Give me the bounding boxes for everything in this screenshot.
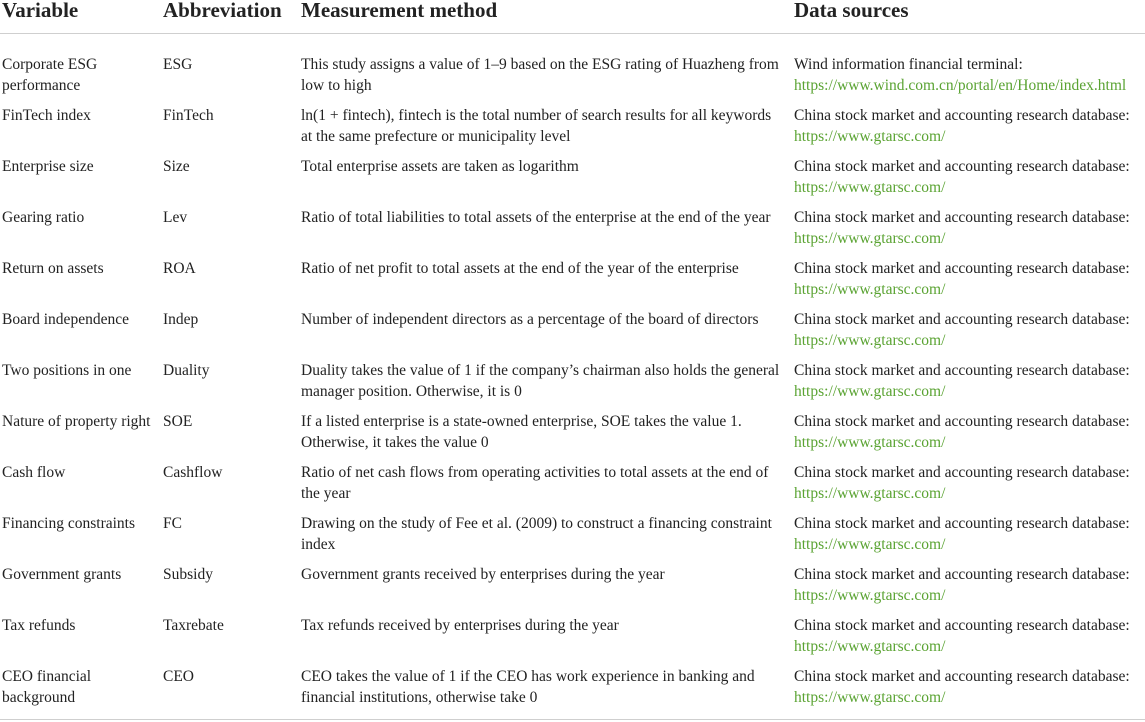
cell-variable: Tax refunds — [2, 617, 76, 634]
data-source-text: China stock market and accounting research database: — [794, 515, 1130, 532]
data-source-text: China stock market and accounting research database: — [794, 107, 1130, 124]
cell-abbreviation: Lev — [163, 209, 188, 226]
cell-measurement-method: Total enterprise assets are taken as logarithm — [301, 158, 579, 175]
data-source-text: China stock market and accounting research database: — [794, 362, 1130, 379]
cell-variable: Enterprise size — [2, 158, 94, 175]
cell-variable: FinTech index — [2, 107, 91, 124]
cell-abbreviation: Taxrebate — [163, 617, 224, 634]
data-source-text: China stock market and accounting research database: — [794, 158, 1130, 175]
cell-variable: Financing constraints — [2, 515, 136, 532]
cell-data-source — [794, 564, 1145, 615]
data-source-text: China stock market and accounting research database: — [794, 617, 1130, 634]
data-source-link[interactable]: https://www.gtarsc.com/ — [794, 383, 946, 400]
cell-data-source — [794, 360, 1145, 411]
data-source-link[interactable]: https://www.gtarsc.com/ — [794, 179, 946, 196]
data-source-link[interactable]: https://www.gtarsc.com/ — [794, 536, 946, 553]
data-source-link[interactable]: https://www.gtarsc.com/ — [794, 638, 946, 655]
cell-variable: Gearing ratio — [2, 209, 85, 226]
data-source-link[interactable]: https://www.gtarsc.com/ — [794, 332, 946, 349]
table-row — [0, 411, 1145, 462]
table-header — [0, 0, 1145, 34]
cell-abbreviation: Cashflow — [163, 464, 223, 481]
data-source-link[interactable]: https://www.gtarsc.com/ — [794, 689, 946, 706]
table-row — [0, 462, 1145, 513]
data-source-text: China stock market and accounting research database: — [794, 260, 1130, 277]
cell-abbreviation: ESG — [163, 56, 193, 73]
cell-variable: CEO financial background — [2, 668, 92, 706]
table-row — [0, 309, 1145, 360]
cell-data-source — [794, 666, 1145, 717]
cell-measurement-method: CEO takes the value of 1 if the CEO has work experience in banking and financial institutions, otherwise take 0 — [301, 668, 755, 706]
table-row — [0, 156, 1145, 207]
cell-variable: Government grants — [2, 566, 122, 583]
data-source-link[interactable]: https://www.gtarsc.com/ — [794, 281, 946, 298]
cell-measurement-method: Number of independent directors as a percentage of the board of directors — [301, 311, 759, 328]
table-row — [0, 105, 1145, 156]
cell-data-source — [794, 411, 1145, 462]
header-variable: Variable — [2, 0, 79, 22]
data-source-text: China stock market and accounting research database: — [794, 464, 1130, 481]
table-row — [0, 666, 1145, 717]
table-body — [0, 54, 1145, 717]
data-source-link[interactable]: https://www.gtarsc.com/ — [794, 587, 946, 604]
table-row — [0, 207, 1145, 258]
cell-abbreviation: Subsidy — [163, 566, 213, 583]
cell-abbreviation: Duality — [163, 362, 210, 379]
data-source-link[interactable]: https://www.gtarsc.com/ — [794, 128, 946, 145]
table-row — [0, 360, 1145, 411]
table-bottom-rule — [0, 719, 1145, 720]
data-source-link[interactable]: https://www.gtarsc.com/ — [794, 434, 946, 451]
cell-variable: Board independence — [2, 311, 129, 328]
cell-data-source — [794, 258, 1145, 309]
data-source-link[interactable]: https://www.wind.com.cn/portal/en/Home/index.html — [794, 77, 1127, 94]
header-measurement-method: Measurement method — [301, 0, 498, 22]
data-source-text: China stock market and accounting research database: — [794, 209, 1130, 226]
cell-data-source — [794, 156, 1145, 207]
data-source-text: China stock market and accounting research database: — [794, 311, 1130, 328]
cell-data-source — [794, 615, 1145, 666]
data-source-text: China stock market and accounting research database: — [794, 413, 1130, 430]
cell-data-source — [794, 54, 1145, 105]
cell-measurement-method: Tax refunds received by enterprises during the year — [301, 617, 619, 634]
cell-abbreviation: ROA — [163, 260, 196, 277]
cell-variable: Corporate ESG performance — [2, 56, 98, 94]
cell-measurement-method: Ratio of net profit to total assets at the end of the year of the enterprise — [301, 260, 739, 277]
cell-abbreviation: FinTech — [163, 107, 214, 124]
cell-measurement-method: This study assigns a value of 1–9 based on the ESG rating of Huazheng from low to high — [301, 56, 779, 94]
cell-measurement-method: Government grants received by enterprises during the year — [301, 566, 665, 583]
data-source-text: China stock market and accounting research database: — [794, 566, 1130, 583]
table-row — [0, 564, 1145, 615]
cell-data-source — [794, 207, 1145, 258]
cell-variable: Two positions in one — [2, 362, 132, 379]
data-source-link[interactable]: https://www.gtarsc.com/ — [794, 230, 946, 247]
table-row — [0, 513, 1145, 564]
header-data-sources: Data sources — [794, 0, 909, 22]
table-row — [0, 615, 1145, 666]
cell-variable: Cash flow — [2, 464, 66, 481]
cell-data-source — [794, 309, 1145, 360]
cell-measurement-method: Ratio of net cash flows from operating activities to total assets at the end of the year — [301, 464, 769, 502]
data-source-text: China stock market and accounting research database: — [794, 668, 1130, 685]
cell-data-source — [794, 513, 1145, 564]
cell-abbreviation: SOE — [163, 413, 193, 430]
data-source-link[interactable]: https://www.gtarsc.com/ — [794, 485, 946, 502]
cell-measurement-method: Duality takes the value of 1 if the company’s chairman also holds the general manager position. Otherwise, it is 0 — [301, 362, 780, 400]
cell-measurement-method: If a listed enterprise is a state-owned enterprise, SOE takes the value 1. Otherwise, it takes the value 0 — [301, 413, 742, 451]
cell-measurement-method: ln(1 + fintech), fintech is the total number of search results for all keywords at the same prefecture or municipality level — [301, 107, 772, 145]
cell-abbreviation: CEO — [163, 668, 194, 685]
header-abbreviation: Abbreviation — [163, 0, 282, 22]
cell-measurement-method: Ratio of total liabilities to total assets of the enterprise at the end of the year — [301, 209, 771, 226]
cell-variable: Return on assets — [2, 260, 104, 277]
cell-measurement-method: Drawing on the study of Fee et al. (2009) to construct a financing constraint index — [301, 515, 772, 553]
data-source-text: Wind information financial terminal: — [794, 56, 1023, 73]
cell-abbreviation: Indep — [163, 311, 199, 328]
cell-variable: Nature of property right — [2, 413, 151, 430]
table-row — [0, 258, 1145, 309]
table-row — [0, 54, 1145, 105]
cell-abbreviation: Size — [163, 158, 190, 175]
cell-abbreviation: FC — [163, 515, 182, 532]
cell-data-source — [794, 105, 1145, 156]
cell-data-source — [794, 462, 1145, 513]
